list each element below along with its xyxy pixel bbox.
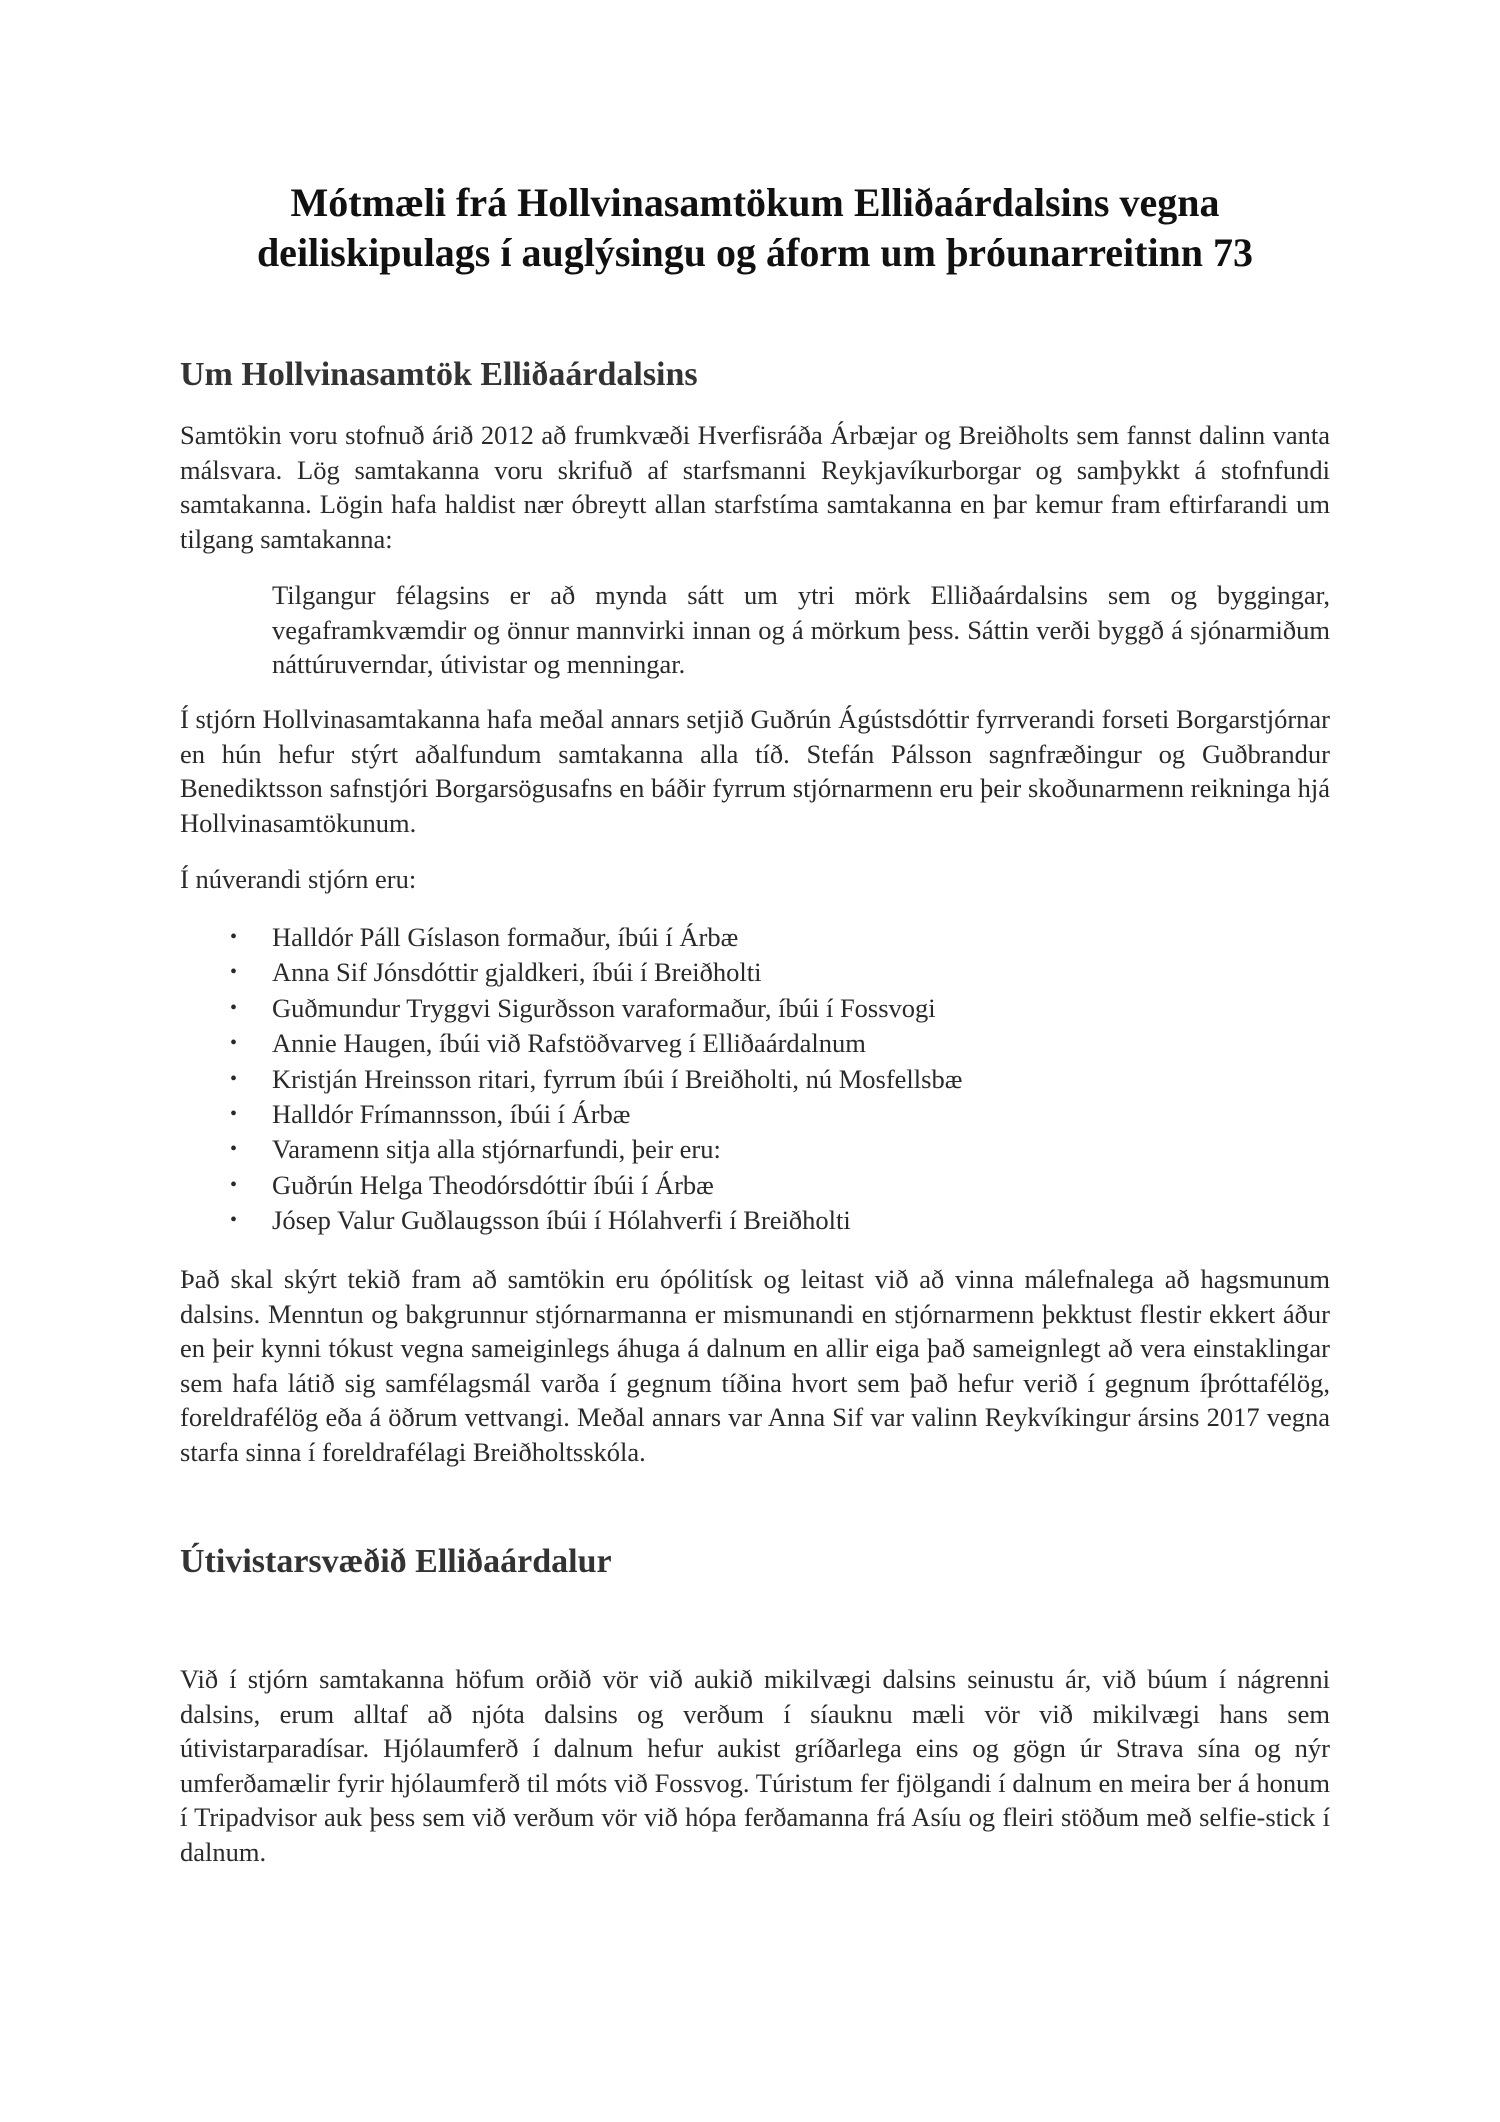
bullet-icon: • (230, 996, 238, 1019)
title-line-1: Mótmæli frá Hollvinasamtökum Elliðaárdalsins vegna (290, 180, 1220, 225)
bullet-icon: • (230, 1138, 238, 1161)
bullet-icon: • (230, 1173, 238, 1196)
section-heading-about: Um Hollvinasamtök Elliðaárdalsins (180, 356, 698, 393)
list-item: • Halldór Frímannsson, íbúi í Árbæ (180, 1097, 1330, 1132)
paragraph-outdoor-importance: Við í stjórn samtakanna höfum orðið vör við aukið mikilvægi dalsins seinustu ár, við búum í nágrenni dalsins, erum alltaf að njóta dalsins og verðum í síauknu mæli vör við mikilvægi hans sem útivistarparadísar. Hjólaumferð í dalnum hefur aukist gríðarlega eins og gögn úr Strava sína og nýr umferðamælir fyrir hjólaumferð til móts við Fossvog. Túristum fer fjölgandi í dalnum en meira ber á honum í Tripadvisor auk þess sem við verðum vör við hópa ferðamanna frá Asíu og fleiri stöðum með selfie-stick í dalnum. (180, 1664, 1330, 1867)
list-item: • Annie Haugen, íbúi við Rafstöðvarveg í Elliðaárdalnum (180, 1026, 1330, 1061)
paragraph-founding: Samtökin voru stofnuð árið 2012 að frumkvæði Hverfisráða Árbæjar og Breiðholts sem fannst dalinn vanta málsvara. Lög samtakanna voru skrifuð af starfsmanni Reykjavíkurborgar og samþykkt á stofnfundi samtakanna. Lögin hafa haldist nær óbreytt allan starfstíma samtakanna en þar kemur fram eftirfarandi um tilgang samtakanna: (180, 420, 1330, 554)
list-item: • Varamenn sitja alla stjórnarfundi, þeir eru: (180, 1132, 1330, 1167)
bullet-icon: • (230, 1032, 238, 1055)
block-quote-purpose: Tilgangur félagsins er að mynda sátt um ytri mörk Elliðaárdalsins sem og byggingar, vegaframkvæmdir og önnur mannvirki innan og á mörkum þess. Sáttin verði byggð á sjónarmiðum náttúruverndar, útivistar og menningar. (272, 580, 1330, 680)
list-item: • Halldór Páll Gíslason formaður, íbúi í Árbæ (180, 920, 1330, 955)
list-item: • Guðrún Helga Theodórsdóttir íbúi í Árbæ (180, 1168, 1330, 1203)
bullet-icon: • (230, 926, 238, 948)
bullet-icon: • (230, 1067, 238, 1090)
paragraph-board-history: Í stjórn Hollvinasamtakanna hafa meðal annars setjið Guðrún Ágústsdóttir fyrrverandi forseti Borgarstjórnar en hún hefur stýrt aðalfundum samtakanna alla tíð. Stefán Pálsson sagnfræðingur og Guðbrandur Benediktsson safnstjóri Borgarsögusafns en báðir fyrrum stjórnarmenn eru þeir skoðunarmenn reikninga hjá Hollvinasamtökunum. (180, 704, 1330, 838)
list-item: • Kristján Hreinsson ritari, fyrrum íbúi í Breiðholti, nú Mosfellsbæ (180, 1062, 1330, 1097)
list-item: • Anna Sif Jónsdóttir gjaldkeri, íbúi í Breiðholti (180, 955, 1330, 990)
bullet-icon: • (230, 1209, 238, 1232)
board-member-list (180, 920, 1330, 1239)
section-heading-outdoor-area: Útivistarsvæðið Elliðaárdalur (180, 1543, 612, 1580)
paragraph-nonpolitical: Það skal skýrt tekið fram að samtökin eru ópólitísk og leitast við að vinna málefnalega að hagsmunum dalsins. Menntun og bakgrunnur stjórnarmanna er mismunandi en stjórnarmenn þekktust flestir ekkert áður en þeir kynni tókust vegna sameiginlegs áhuga á dalnum en allir eiga það sameignlegt að vera einstaklingar sem hafa látið sig samfélagsmál varða í gegnum tíðina hvort sem það hefur verið í gegnum íþróttafélög, foreldrafélög eða á öðrum vettvangi. Meðal annars var Anna Sif var valinn Reykvíkingur ársins 2017 vegna starfa sinna í foreldrafélagi Breiðholtsskóla. (180, 1264, 1330, 1467)
paragraph-current-board: Í núverandi stjórn eru: (180, 864, 417, 894)
document-title (180, 178, 1330, 278)
list-item: • Guðmundur Tryggvi Sigurðsson varaformaður, íbúi í Fossvogi (180, 991, 1330, 1026)
list-item: • Jósep Valur Guðlaugsson íbúi í Hólahverfi í Breiðholti (180, 1203, 1330, 1238)
title-line-2: deiliskipulags í auglýsingu og áform um þróunarreitinn 73 (256, 230, 1254, 275)
bullet-icon: • (230, 961, 238, 984)
bullet-icon: • (230, 1103, 238, 1126)
